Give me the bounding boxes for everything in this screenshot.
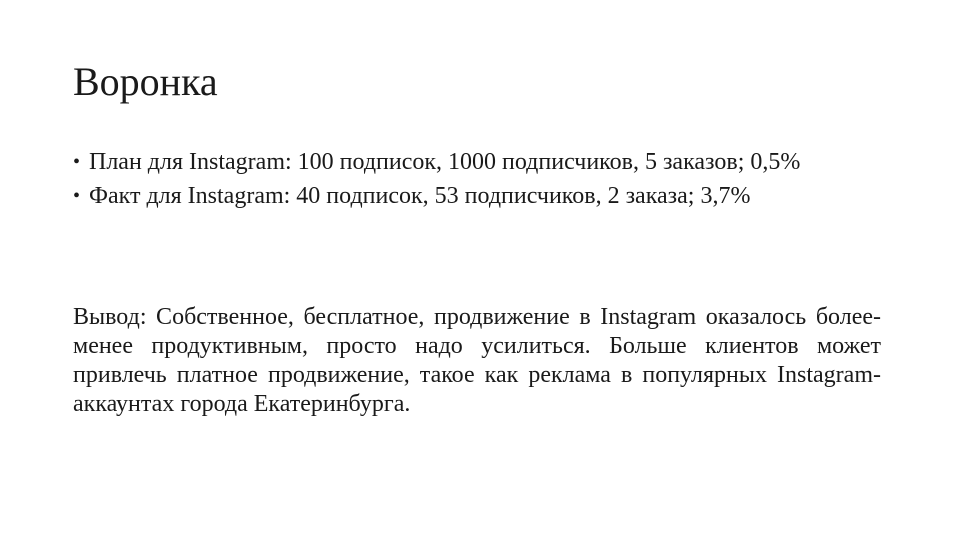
bullet-marker: • [73, 151, 81, 173]
conclusion-paragraph: Вывод: Собственное, бесплатное, продвижение в Instagram оказалось более-менее продуктивным, просто надо усилиться. Больше клиентов может привлечь платное продвижение, такое как реклама в популярных Instagram-аккаунтах города Екатеринбурга. [73, 304, 881, 417]
bullet-text-plan: План для Instagram: 100 подписок, 1000 подписчиков, 5 заказов; 0,5% [89, 149, 801, 175]
bullet-text-fact: Факт для Instagram: 40 подписок, 53 подписчиков, 2 заказа; 3,7% [89, 183, 751, 209]
slide-title: Воронка [73, 59, 218, 104]
bullet-marker: • [73, 185, 81, 207]
bullet-item-plan [73, 148, 888, 176]
bullet-item-fact [73, 182, 888, 210]
bullet-list [73, 148, 888, 216]
